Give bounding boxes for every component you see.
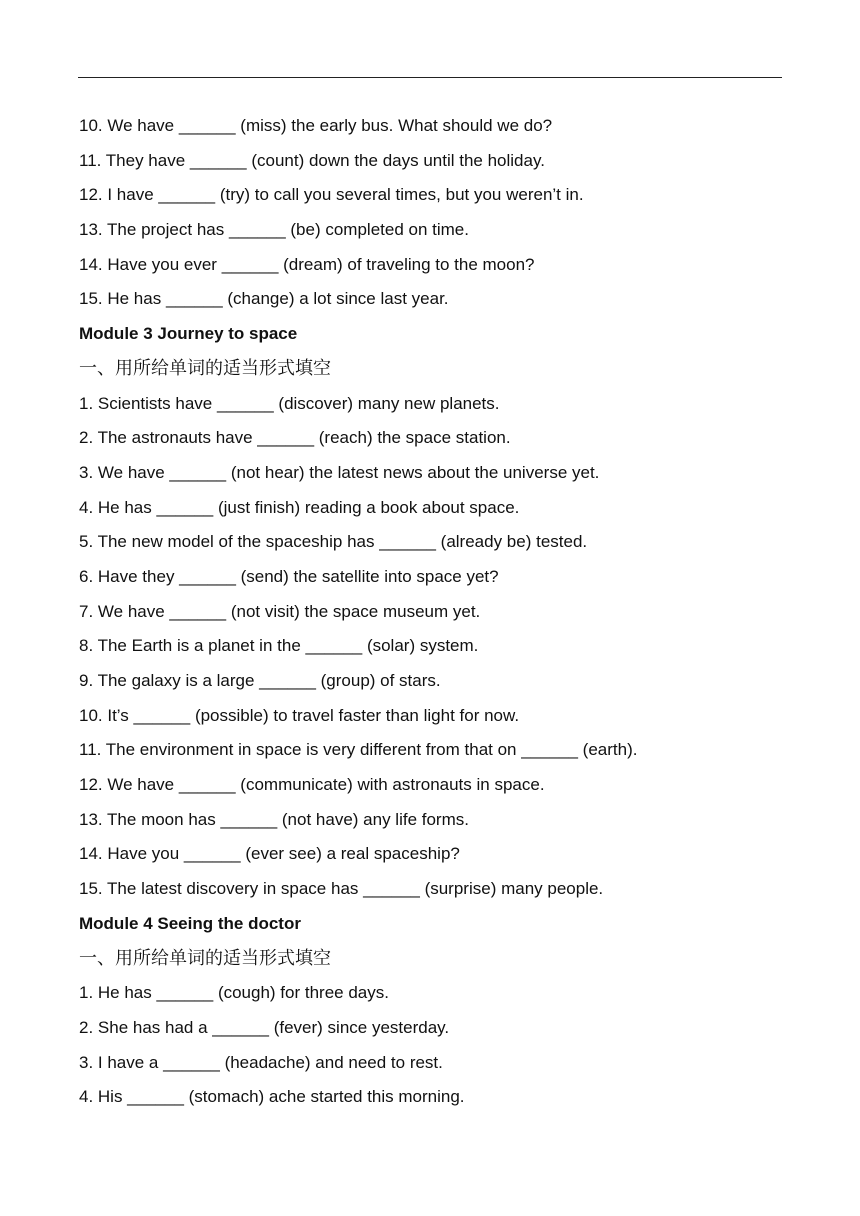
- exercise-item: 6. Have they ______ (send) the satellite into space yet?: [79, 566, 499, 586]
- exercise-item: 12. We have ______ (communicate) with astronauts in space.: [79, 775, 545, 795]
- section-instruction: 一、用所给单词的适当形式填空: [79, 947, 331, 969]
- exercise-item: 12. I have ______ (try) to call you several times, but you weren’t in.: [79, 185, 584, 205]
- exercise-item: 13. The project has ______ (be) completed on time.: [79, 220, 469, 240]
- exercise-item: 4. His ______ (stomach) ache started this morning.: [79, 1087, 465, 1107]
- header-rule: [78, 77, 782, 78]
- module-heading: Module 3 Journey to space: [79, 324, 298, 344]
- exercise-item: 13. The moon has ______ (not have) any life forms.: [79, 809, 469, 829]
- exercise-item: 3. We have ______ (not hear) the latest news about the universe yet.: [79, 462, 600, 482]
- exercise-item: 10. We have ______ (miss) the early bus. What should we do?: [79, 116, 553, 135]
- exercise-item: 2. She has had a ______ (fever) since yesterday.: [79, 1017, 450, 1037]
- exercise-item: 4. He has ______ (just finish) reading a book about space.: [79, 497, 520, 517]
- module-heading: Module 4 Seeing the doctor: [79, 913, 301, 933]
- exercise-item: 15. He has ______ (change) a lot since last year.: [79, 289, 449, 309]
- exercise-item: 1. He has ______ (cough) for three days.: [79, 983, 389, 1003]
- exercise-item: 8. The Earth is a planet in the ______ (solar) system.: [79, 636, 479, 656]
- section-instruction: 一、用所给单词的适当形式填空: [79, 357, 331, 379]
- exercise-item: 5. The new model of the spaceship has ______ (already be) tested.: [79, 532, 588, 552]
- exercise-item: 11. They have ______ (count) down the days until the holiday.: [79, 150, 545, 170]
- exercise-item: 3. I have a ______ (headache) and need to rest.: [79, 1052, 443, 1072]
- exercise-item: 15. The latest discovery in space has ______ (surprise) many people.: [79, 879, 604, 899]
- exercise-item: 14. Have you ever ______ (dream) of traveling to the moon?: [79, 254, 535, 274]
- exercise-content: [79, 111, 779, 1117]
- exercise-item: 11. The environment in space is very different from that on ______ (earth).: [79, 740, 638, 760]
- exercise-item: 1. Scientists have ______ (discover) many new planets.: [79, 393, 500, 413]
- exercise-item: 14. Have you ______ (ever see) a real spaceship?: [79, 844, 460, 864]
- exercise-item: 9. The galaxy is a large ______ (group) of stars.: [79, 671, 441, 690]
- exercise-item: 7. We have ______ (not visit) the space museum yet.: [79, 601, 481, 621]
- exercise-item: 2. The astronauts have ______ (reach) the space station.: [79, 428, 511, 448]
- exercise-item: 10. It’s ______ (possible) to travel faster than light for now.: [79, 705, 520, 725]
